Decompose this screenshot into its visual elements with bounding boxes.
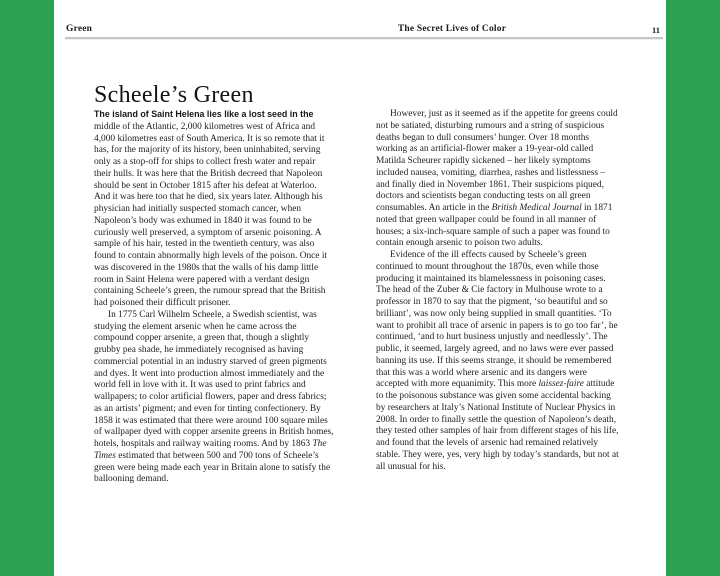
text-segment-normal: middle of the Atlantic, 2,000 kilometres west of Africa and 4,000 kilometres east of South America. It is so remote that it has, for the majority of its history, been uninhabited, serving only as a stop-off for ships to collect fresh water and repair their hulls. It was here that the British decreed that Napoleon should be sent in October 1815 after his defeat at Waterloo. And it was here too that he died, six years later. Although his physician had initially suspected stomach cancer, when Napoleon’s body was exhumed in 1840 it was found to be curiously well preserved, a symptom of arsenic poisoning. A sample of his hair, tested in the twentieth century, was also found to contain abnormally high levels of the poison. Once it was discovered in the 1980s that the walls of his damp little room in Saint Helena were papered with a verdant design containing Scheele’s green, the rumour spread that the British had poisoned their difficult prisoner. [94, 121, 328, 308]
paragraph [376, 109, 620, 250]
text-segment-normal: in 1871 noted that green wallpaper could be found in all manner of houses; a six-inch-square sample of such a paper was found to contain enough arsenic to poison two adults. [376, 203, 613, 249]
text-segment-normal: estimated that between 500 and 700 tons of Scheele’s green were being made each year in Britain alone to satisfy the ballooning demand. [94, 450, 331, 485]
text-segment-normal: In 1775 Carl Wilhelm Scheele, a Swedish scientist, was studying the element arsenic when he came across the compound copper arsenite, a green that, though a slightly grubby pea shade, he immediately recognised as having commercial potential in an industry starved of green pigments and dyes. It went into production almost immediately and the world fell in love with it. It was used to print fabrics and wallpapers; to color artificial flowers, paper and dress fabrics; as an artists’ pigment; and even for tinting confectionery. By 1858 it was estimated that there were around 100 square miles of wallpaper dyed with copper arsenite greens in British homes, hotels, hospitals and railway waiting rooms. And by 1863 [94, 309, 334, 449]
right-green-band [666, 0, 720, 576]
header-rule [65, 37, 663, 40]
paragraph [376, 250, 620, 473]
page-title: Scheele’s Green [94, 82, 254, 109]
paragraph [94, 109, 334, 310]
text-segment-italic: The Times [94, 439, 327, 461]
paragraph [94, 310, 334, 486]
text-segment-normal: However, just as it seemed as if the appetite for greens could not be satiated, disturbing rumours and a string of suspicious deaths began to dull consumers’ hunger. Over 18 months working as an artificial-flower maker a 19-year-old called Matilda Scheurer rapidly sickened – her likely symptoms included nausea, vomiting, diarrhea, rashes and listlessness – and finally died in November 1861. Their suspicions piqued, doctors and scientists began conducting tests on all green consumables. An article in the [376, 109, 618, 213]
text-segment-italic: British Medical Journal [491, 203, 582, 213]
text-column-right [376, 109, 620, 473]
text-segment-bold-lead: The island of Saint Helena lies like a lost seed in the [94, 109, 314, 119]
text-segment-italic: laissez-faire [538, 379, 584, 390]
page-number: 11 [651, 25, 660, 35]
text-segment-normal: attitude to the poisonous substance was given some accidental backing by researchers at Italy’s National Institute of Nuclear Physics in 2008. In order to finally settle the question of Napoleon’s death, they tested other samples of hair from different stages of his life, and found that the levels of arsenic had remained relatively stable. They were, yes, very high by today’s standards, but not at all unusual for his. [376, 379, 619, 472]
text-segment-normal: Evidence of the ill effects caused by Scheele’s green continued to mount throughout the 1870s, even while those producing it maintained its blamelessness in poisoning cases. The head of the Zuber & Cie factory in Mulhouse wrote to a professor in 1870 to say that the pigment, ‘so beautiful and so brilliant’, was now only being supplied in small quantities. ‘To want to prohibit all trace of arsenic in papers is to go too far’, he continued, ‘and to hurt business unjustly and needlessly’. The public, it seemed, largely agreed, and no laws were ever passed banning its use. If this seems strange, it should be remembered that this was a world where arsenic and its dangers were accepted with more equanimity. This more [376, 250, 618, 390]
running-head-section: Green [66, 24, 93, 34]
text-column-left [94, 109, 334, 486]
left-green-band [0, 0, 54, 576]
running-head-book-title: The Secret Lives of Color [397, 24, 507, 34]
